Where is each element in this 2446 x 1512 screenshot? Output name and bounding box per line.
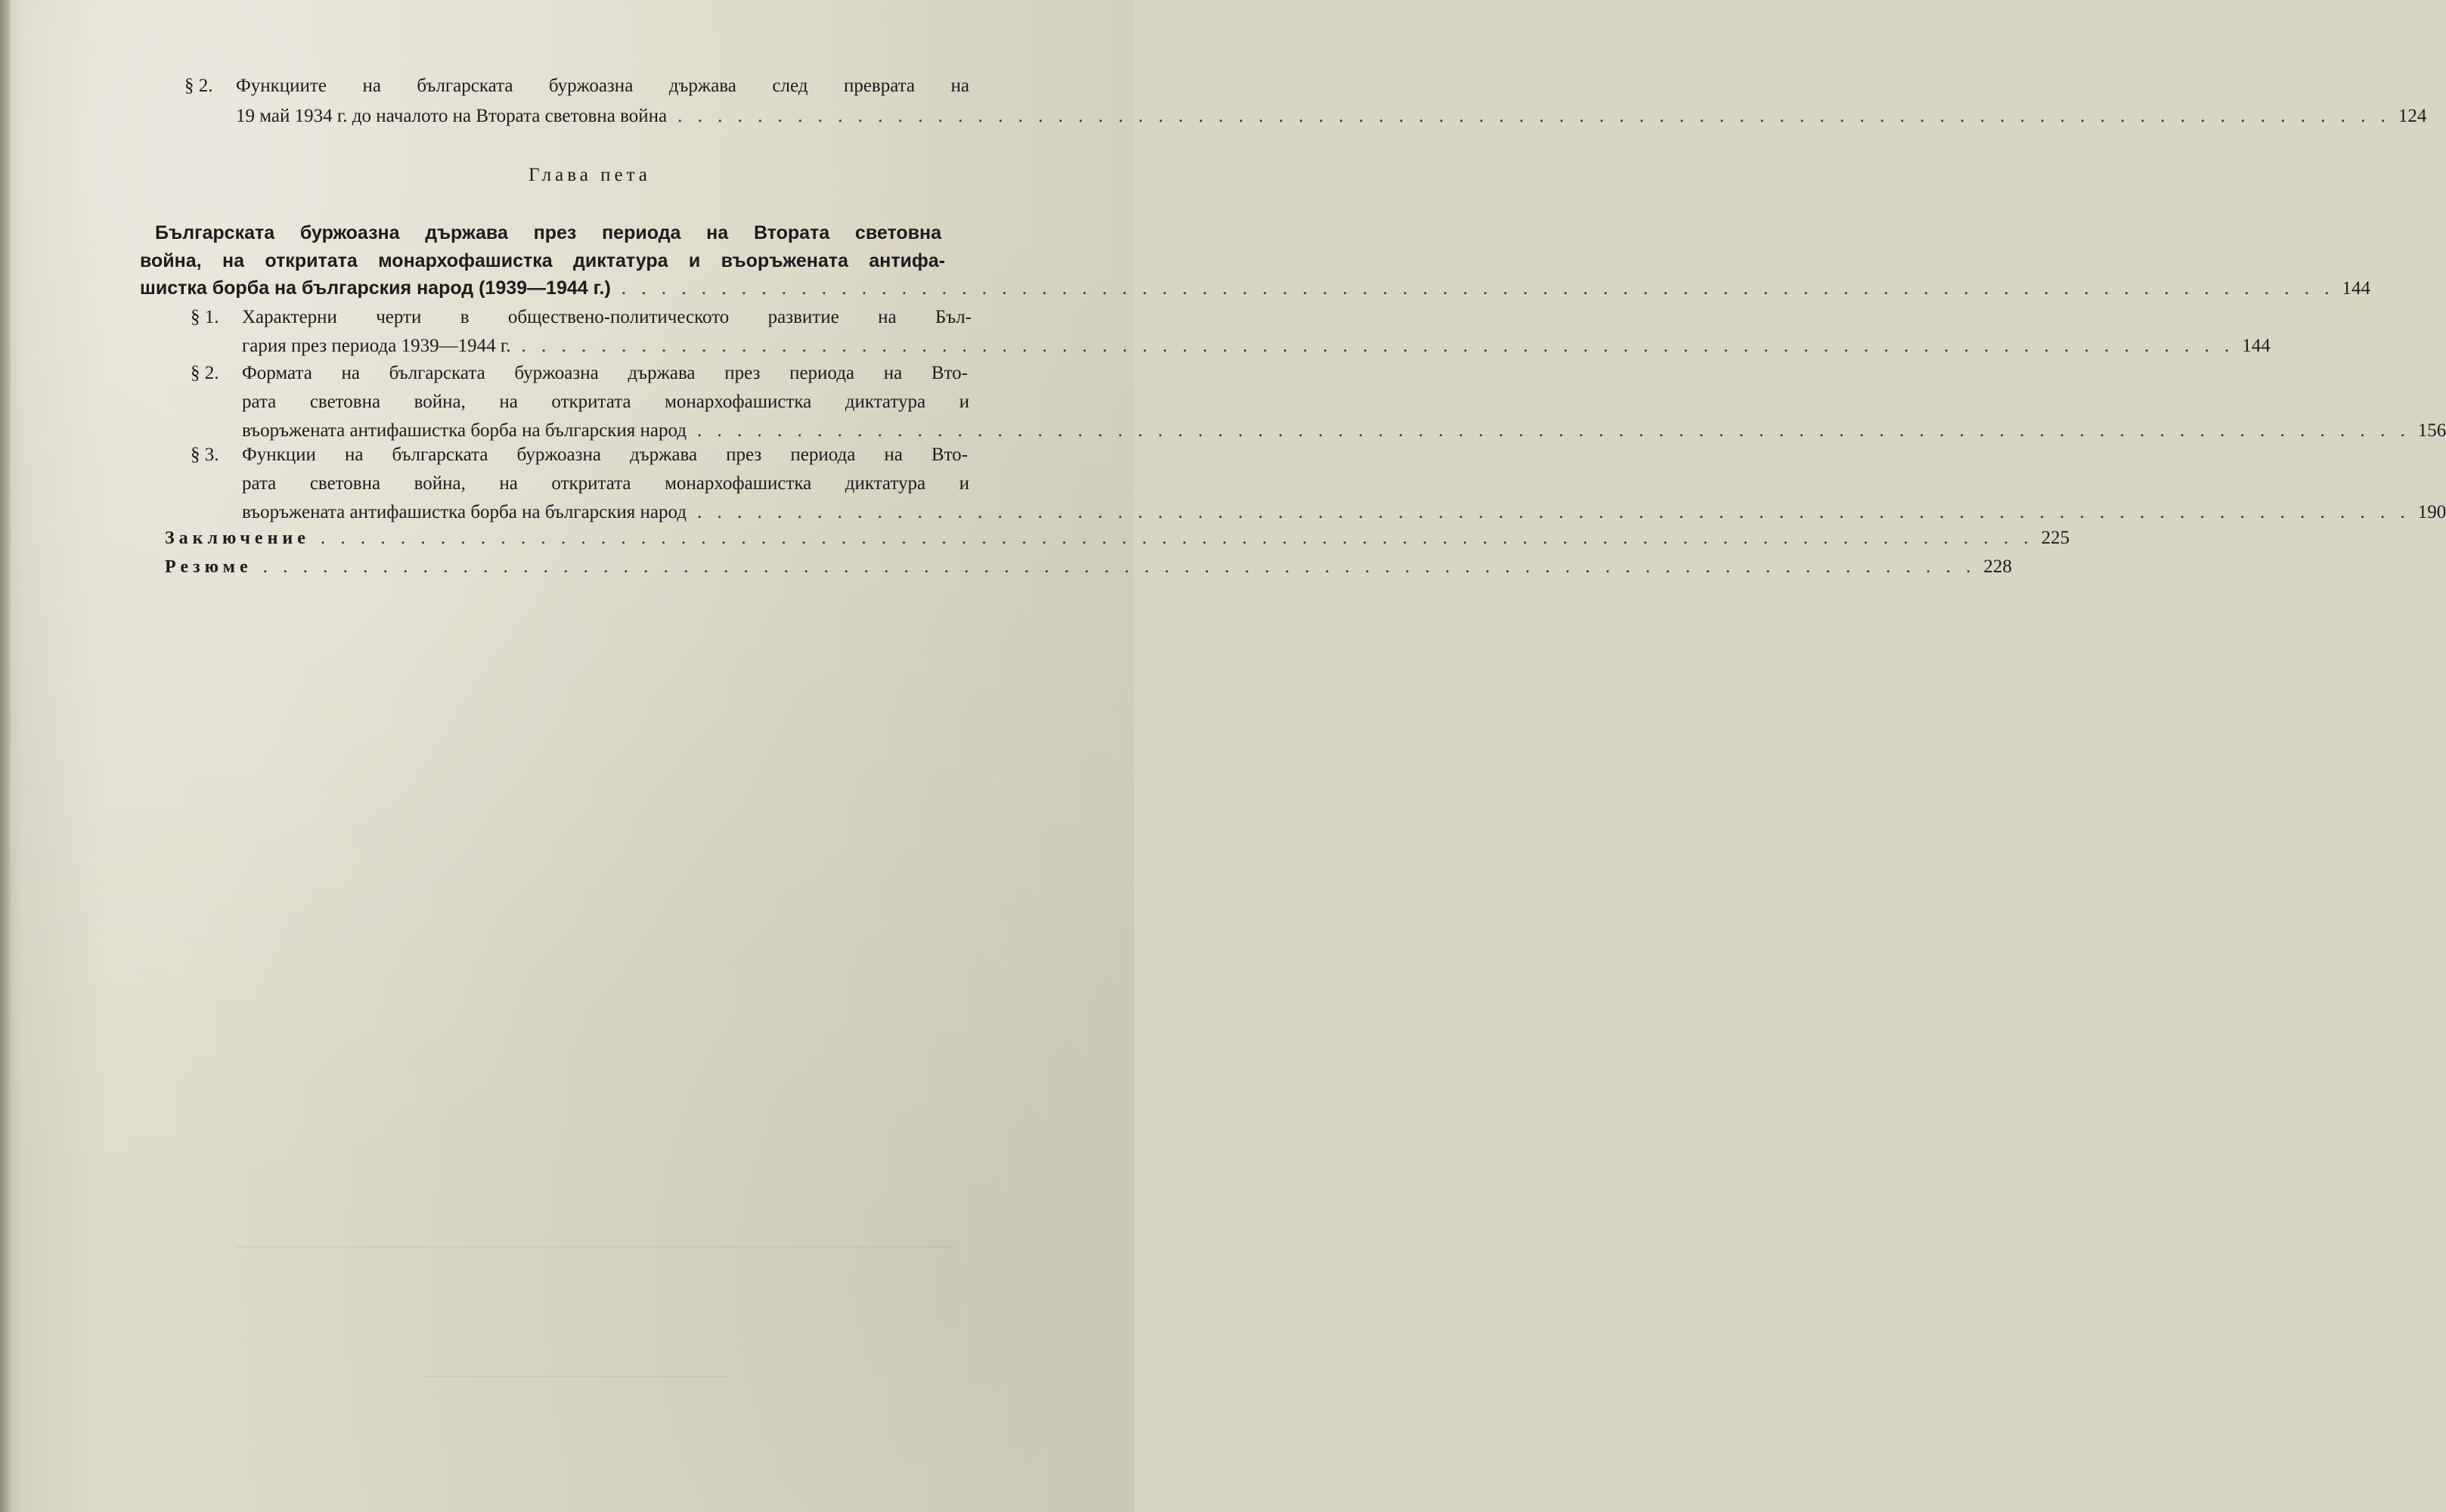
page-number: 144: [2242, 336, 2271, 356]
entry-leader-line: [236, 101, 2427, 132]
section-number: § 3.: [191, 445, 219, 465]
chapter-title-line: шистка борба на българския народ (1939—1944 г.): [140, 277, 611, 299]
book-binding-edge: [0, 0, 11, 1512]
entry-title-line: Характерни черти в обществено-политическото развитие на Бъл-: [242, 307, 972, 327]
dot-leader: . . . . . . . . . . . . . . . . . . . . . . . . . . . . . . . . . . . . . . . . . . . . . . . . . . . . . . . . . . . . . . . . . . . . . . . . . . . . . . . . . . . . . .: [621, 278, 2335, 299]
dot-leader: . . . . . . . . . . . . . . . . . . . . . . . . . . . . . . . . . . . . . . . . . . . . . . . . . . . . . . . . . . . . . . . . . . . . . . . . . . . . . . . . . . . . . .: [262, 556, 1976, 577]
page-number: 144: [2342, 278, 2371, 299]
section-number: § 2.: [184, 76, 213, 96]
conclusion-label: Заключение: [165, 528, 310, 548]
dot-leader: . . . . . . . . . . . . . . . . . . . . . . . . . . . . . . . . . . . . . . . . . . . . . . . . . . . . . . . . . . . . . . . . . . . . . . . . . . . . . . . . . . . . . .: [320, 528, 2034, 548]
toc-entry-section-3: [191, 440, 2446, 531]
page-number: 190: [2417, 502, 2446, 522]
bleed-through-rule: [423, 1376, 726, 1377]
entry-leader-line: [165, 523, 2070, 553]
bleed-through-rule: [234, 1246, 953, 1247]
entry-title-line: Формата на българската буржоазна държава през периода на Вто-: [242, 363, 968, 383]
entry-title-line: Функциите на българската буржоазна държава след преврата на: [236, 76, 969, 96]
entry-leader-line: [165, 552, 2012, 582]
page-number: 228: [1983, 556, 2012, 577]
toc-entry-section-1: [191, 302, 2271, 363]
toc-entry-summary: [165, 552, 2012, 582]
entry-leader-line: [242, 331, 2271, 361]
page-number: 156: [2417, 420, 2446, 441]
entry-title-line: въоръжената антифашистка борба на българския народ: [242, 420, 687, 441]
toc-entry-conclusion: [165, 523, 2070, 553]
toc-entry-section-2: [191, 358, 2446, 449]
chapter-number-heading: Глава пета: [529, 165, 651, 185]
dot-leader: . . . . . . . . . . . . . . . . . . . . . . . . . . . . . . . . . . . . . . . . . . . . . . . . . . . . . . . . . . . . . . . . . . . . . . . . . . . . . . . . . . . . . .: [677, 106, 2391, 126]
page-number: 124: [2398, 106, 2427, 126]
entry-title-line: 19 май 1934 г. до началото на Втората световна война: [236, 106, 668, 126]
section-number: § 2.: [191, 363, 219, 383]
page-number: 225: [2041, 528, 2070, 548]
entry-title-line: рата световна война, на откритата монархофашистка диктатура и: [242, 473, 969, 494]
dot-leader: . . . . . . . . . . . . . . . . . . . . . . . . . . . . . . . . . . . . . . . . . . . . . . . . . . . . . . . . . . . . . . . . . . . . . . . . . . . . . . . . . . . . . .: [521, 336, 2235, 356]
entry-title-line: гария през периода 1939—1944 г.: [242, 336, 511, 356]
dot-leader: . . . . . . . . . . . . . . . . . . . . . . . . . . . . . . . . . . . . . . . . . . . . . . . . . . . . . . . . . . . . . . . . . . . . . . . . . . . . . . . . . . . . . .: [697, 420, 2410, 441]
toc-entry-prev-section-2: [184, 71, 2427, 139]
chapter-title-line: Българската буржоазна държава през периода на Втората световна: [155, 222, 941, 243]
entry-title-line: рата световна война, на откритата монархофашистка диктатура и: [242, 392, 969, 412]
summary-label: Резюме: [165, 557, 253, 577]
dot-leader: . . . . . . . . . . . . . . . . . . . . . . . . . . . . . . . . . . . . . . . . . . . . . . . . . . . . . . . . . . . . . . . . . . . . . . . . . . . . . . . . . . . . . .: [697, 502, 2410, 522]
chapter-title-line: война, на откритата монархофашистка диктатура и въоръжената антифа-: [140, 250, 945, 271]
toc-entry-chapter-5: [140, 219, 2371, 310]
entry-title-line: Функции на българската буржоазна държава през периода на Вто-: [242, 445, 968, 465]
entry-title-line: въоръжената антифашистка борба на българския народ: [242, 502, 687, 522]
entry-leader-line: [140, 274, 2371, 304]
section-number: § 1.: [191, 307, 219, 327]
